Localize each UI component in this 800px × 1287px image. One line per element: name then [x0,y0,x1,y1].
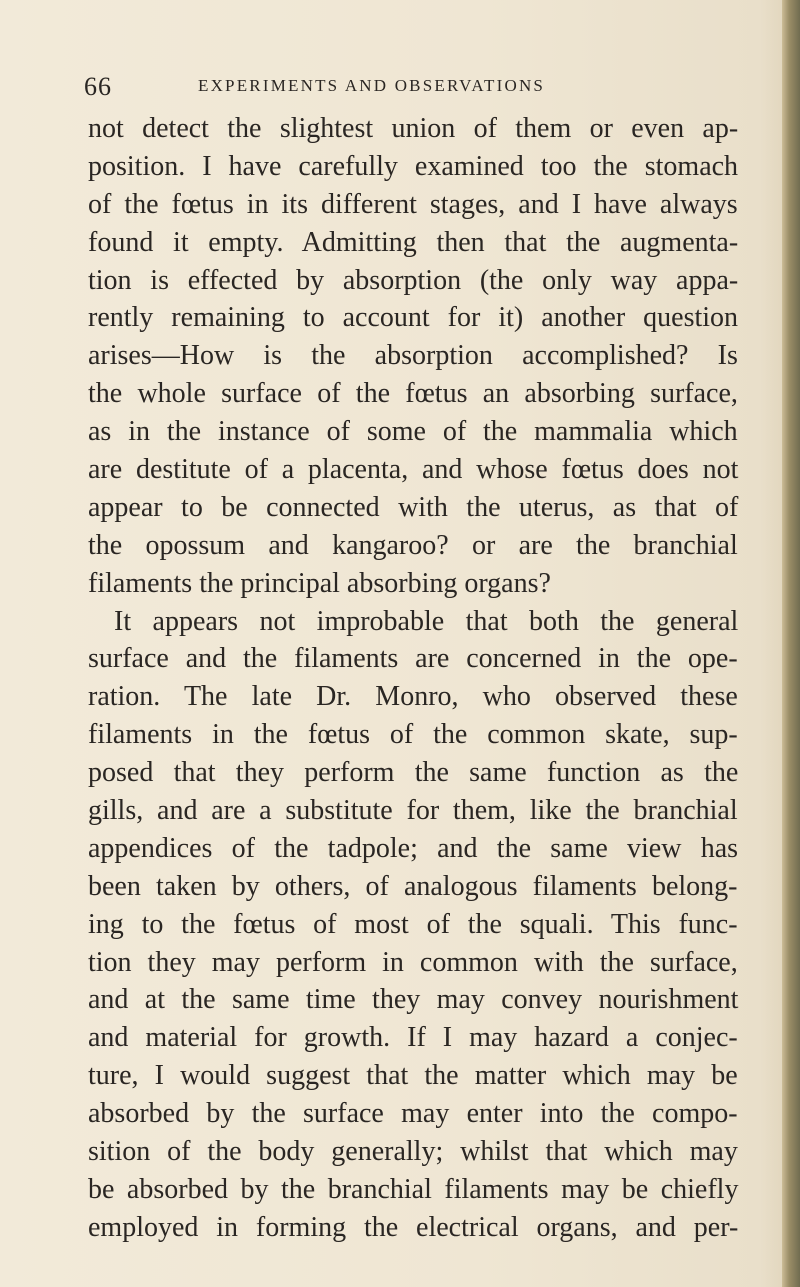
text-line: the whole surface of the fœtus an absorbing surface, [88,378,738,410]
text-line: position. I have carefully examined too the stomach [88,150,739,182]
text-line: the opossum and kangaroo? or are the branchial [88,529,738,561]
paragraph-first-line: It appears not improbable that both the general [114,605,739,637]
text-line: surface and the filaments are concerned in the ope- [88,643,738,675]
text-line: rently remaining to account for it) another question [88,302,739,334]
page-header [84,72,724,112]
text-line: of the fœtus in its different stages, and I have always [88,188,738,220]
text-line: and at the same time they may convey nourishment [88,984,739,1016]
text-line: absorbed by the surface may enter into the compo- [88,1098,738,1130]
text-line: gills, and are a substitute for them, like the branchial [88,795,738,827]
text-line: appear to be connected with the uterus, as that of [88,491,739,523]
text-line: found it empty. Admitting then that the augmenta- [88,226,739,258]
running-head: EXPERIMENTS AND OBSERVATIONS [198,76,546,95]
text-line: ing to the fœtus of most of the squali. This func- [88,908,738,940]
text-line: posed that they perform the same function as the [88,757,739,789]
text-line: not detect the slightest union of them or even ap- [88,113,739,144]
text-line: been taken by others, of analogous filaments belong- [88,870,738,902]
text-line: filaments the principal absorbing organs? [88,567,551,599]
text-line: sition of the body generally; whilst that which may [88,1136,738,1168]
text-line: ture, I would suggest that the matter which may be [88,1060,738,1092]
text-line: filaments in the fœtus of the common skate, sup- [88,719,738,751]
text-line: and material for growth. If I may hazard a conjec- [88,1022,738,1054]
body-text [88,110,738,1247]
text-line: ration. The late Dr. Monro, who observed these [88,681,738,713]
text-line: tion they may perform in common with the surface, [88,946,738,978]
text-line: are destitute of a placenta, and whose fœtus does not [88,454,739,486]
text-line: be absorbed by the branchial filaments may be chiefly [88,1173,739,1205]
text-line: arises—How is the absorption accomplished? Is [88,340,738,372]
page-number: 66 [84,72,112,101]
text-line: employed in forming the electrical organs, and per- [88,1211,739,1243]
text-line: tion is effected by absorption (the only way appa- [88,264,739,296]
text-line: as in the instance of some of the mammalia which [88,416,738,448]
page-edge [782,0,800,1287]
text-line: appendices of the tadpole; and the same view has [88,832,739,864]
